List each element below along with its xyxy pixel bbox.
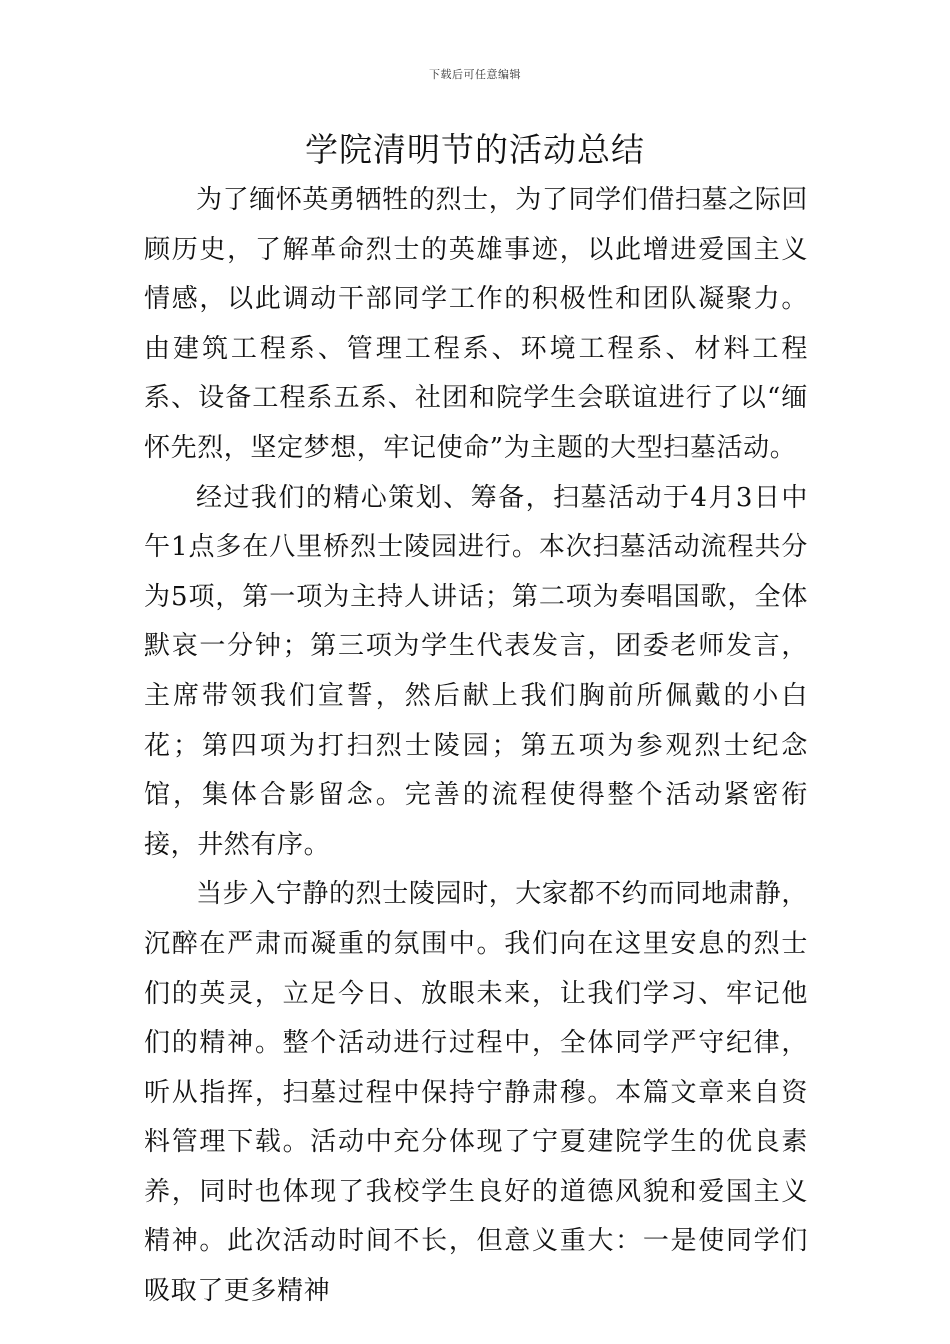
paragraph-1: 为了缅怀英勇牺牲的烈士，为了同学们借扫墓之际回顾历史，了解革命烈士的英雄事迹，以此增进爱国主义情感，以此调动干部同学工作的积极性和团队凝聚力。由建筑工程系、管理工程系、环境工程系、材料工程系、设备工程系五系、社团和院学生会联谊进行了以“缅怀先烈，坚定梦想，牢记使命”为主题的大型扫墓活动。 xyxy=(144,185,808,463)
document-title: 学院清明节的活动总结 xyxy=(305,130,645,169)
document-body xyxy=(144,176,808,1317)
header-note: 下载后可任意编辑 xyxy=(429,68,521,81)
paragraph-3: 当步入宁静的烈士陵园时，大家都不约而同地肃静，沉醉在严肃而凝重的氛围中。我们向在这里安息的烈士们的英灵，立足今日、放眼未来，让我们学习、牢记他们的精神。整个活动进行过程中，全体同学严守纪律，听从指挥，扫墓过程中保持宁静肃穆。本篇文章来自资料管理下载。活动中充分体现了宁夏建院学生的优良素养，同时也体现了我校学生良好的道德风貌和爱国主义精神。此次活动时间不长，但意义重大：一是使同学们吸取了更多精神 xyxy=(144,879,808,1307)
paragraph-2: 经过我们的精心策划、筹备，扫墓活动于4月3日中午1点多在八里桥烈士陵园进行。本次扫墓活动流程共分为5项，第一项为主持人讲话；第二项为奏唱国歌，全体默哀一分钟；第三项为学生代表发言，团委老师发言，主席带领我们宣誓，然后献上我们胸前所佩戴的小白花；第四项为打扫烈士陵园；第五项为参观烈士纪念馆，集体合影留念。完善的流程使得整个活动紧密衔接，井然有序。 xyxy=(144,482,808,860)
